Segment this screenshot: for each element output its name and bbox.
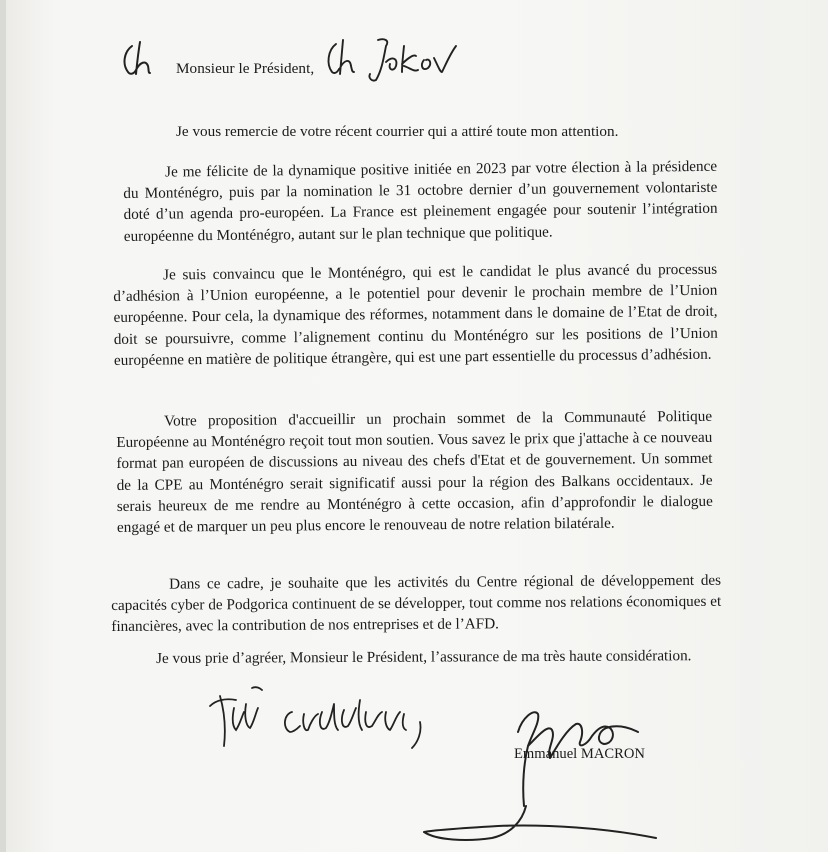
letter-page [6, 0, 828, 852]
paragraph-summit: Votre proposition d'accueillir un prochain sommet de la Communauté Politique Européenne au Monténégro reçoit tout mon soutien. Vous savez le prix que j'attache à ce nouveau format pan européen de discussions au niveau des chefs d'Etat et de gouvernement. Un sommet de la CPE au Monténégro serait significatif aussi pour la région des Balkans occidentaux. Je serais heureux de me rendre au Monténégro à cette occasion, afin d’approfondir le dialogue engagé et de marquer un peu plus encore le renouveau de notre relation bilatérale. [116, 407, 713, 537]
handwritten-prefix [118, 40, 166, 80]
paragraph-accession: Je suis convaincu que le Monténégro, qui est le candidat le plus avancé du processus d’adhésion à l’Union européenne, a le potentiel pour devenir le prochain membre de l’Union européenne. Pour cela, la dynamique des réformes, notamment dans le domaine de l’Etat de droit, doit se poursuivre, comme l’alignement continu du Monténégro sur les positions de l’Union européenne en matière de politique étrangère, qui est une part essentielle du processus d’adhésion. [113, 260, 718, 369]
paragraph-dynamics: Je me félicite de la dynamique positive initiée en 2023 par votre élection à la présidence du Monténégro, puis par la nomination le 31 octobre dernier d’un gouvernement volontariste doté d’un agenda pro-européen. La France est pleinement engagée pour soutenir l’intégration européenne du Monténégro, autant sur le plan technique que politique. [123, 157, 718, 245]
signer-name: Emmanuel MACRON [514, 746, 645, 762]
paragraph-thanks: Je vous remercie de votre récent courrier qui a attiré toute mon attention. [176, 123, 619, 140]
salutation: Monsieur le Président, [176, 60, 315, 77]
handwritten-salutation [324, 36, 474, 84]
paragraph-cyber-centre: Dans ce cadre, je souhaite que les activités du Centre régional de développement des capacités cyber de Podgorica continuent de se développer, tout comme nos relations économiques et financières, avec la contribution de nos entreprises et de l’AFD. [111, 571, 722, 636]
handwritten-signature [406, 688, 666, 848]
paragraph-closing-formula: Je vous prie d’agréer, Monsieur le Président, l’assurance de ma très haute considération. [156, 647, 692, 667]
